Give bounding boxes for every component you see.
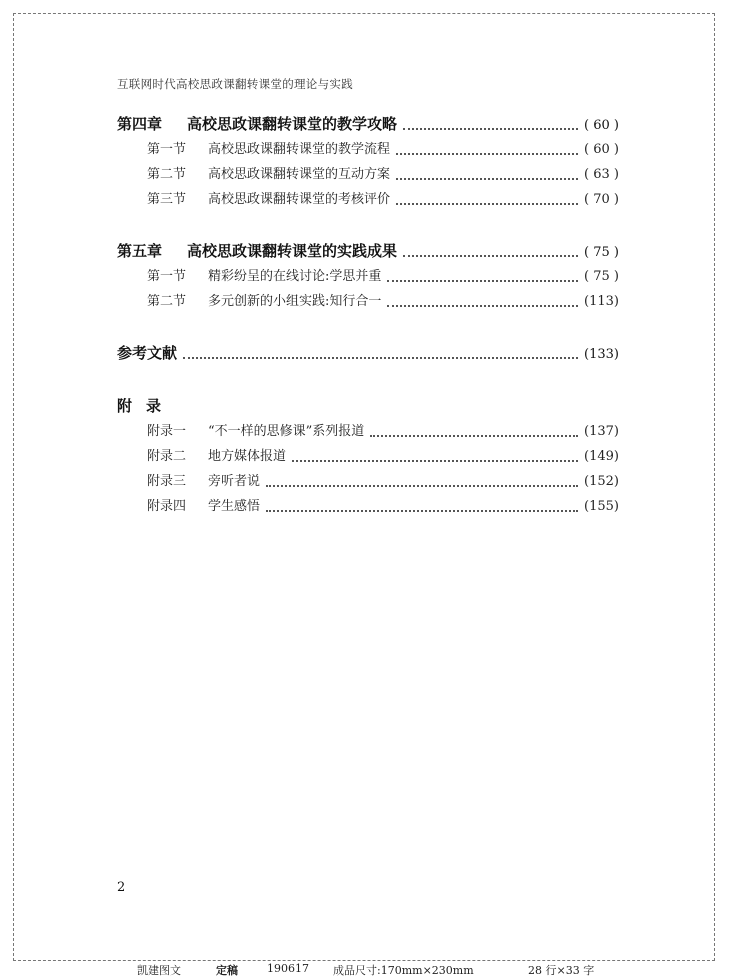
chapter-number: 第四章 <box>117 115 163 133</box>
slug-size: 成品尺寸:170mm×230mm <box>333 964 474 977</box>
dot-leader <box>403 254 578 257</box>
toc-section-5-2[interactable] <box>117 289 619 314</box>
print-slug <box>0 961 730 977</box>
page-number: ( 75 ) <box>584 245 619 260</box>
toc-chapter-5[interactable] <box>117 239 619 264</box>
dot-leader <box>266 484 578 487</box>
page-number: ( 60 ) <box>584 142 619 157</box>
chapter-title: 高校思政课翻转课堂的实践成果 <box>187 242 398 260</box>
dot-leader <box>403 127 578 130</box>
section-title: 多元创新的小组实践:知行合一 <box>208 294 382 309</box>
page-number: (152) <box>584 474 619 489</box>
section-title: 高校思政课翻转课堂的互动方案 <box>208 167 391 182</box>
dot-leader <box>396 177 578 180</box>
page-number: ( 63 ) <box>584 167 619 182</box>
appendix-title: 地方媒体报道 <box>208 449 287 464</box>
slug-publisher: 凯建图文 <box>137 964 181 977</box>
dot-leader <box>266 509 578 512</box>
toc-appendix-2[interactable] <box>117 444 619 469</box>
dot-leader <box>396 202 578 205</box>
page-number: (137) <box>584 424 619 439</box>
toc-section-5-1[interactable] <box>117 264 619 289</box>
folio-page-number: 2 <box>117 880 126 895</box>
appendix-heading: 附录 <box>117 397 176 415</box>
page-number: (133) <box>584 347 619 362</box>
section-number: 第二节 <box>147 167 187 182</box>
section-number: 第一节 <box>147 142 187 157</box>
appendix-number: 附录二 <box>147 449 187 464</box>
table-of-contents <box>117 112 619 519</box>
section-title: 精彩纷呈的在线讨论:学思并重 <box>208 269 382 284</box>
chapter-number: 第五章 <box>117 242 163 260</box>
dot-leader <box>387 304 578 307</box>
section-title: 高校思政课翻转课堂的教学流程 <box>208 142 391 157</box>
running-head: 互联网时代高校思政课翻转课堂的理论与实践 <box>117 77 353 91</box>
slug-status: 定稿 <box>216 964 238 977</box>
dot-leader <box>396 152 578 155</box>
references-title: 参考文献 <box>117 344 178 362</box>
appendix-number: 附录三 <box>147 474 187 489</box>
slug-lines: 28 行×33 字 <box>528 964 595 977</box>
toc-references[interactable] <box>117 341 619 366</box>
appendix-number: 附录四 <box>147 499 187 514</box>
toc-appendix-3[interactable] <box>117 469 619 494</box>
appendix-title: 学生感悟 <box>208 499 261 514</box>
page-number: (149) <box>584 449 619 464</box>
appendix-number: 附录一 <box>147 424 187 439</box>
page-number: ( 60 ) <box>584 118 619 133</box>
chapter-title: 高校思政课翻转课堂的教学攻略 <box>187 115 398 133</box>
dot-leader <box>292 459 578 462</box>
section-number: 第二节 <box>147 294 187 309</box>
toc-section-4-3[interactable] <box>117 187 619 212</box>
dot-leader <box>370 434 578 437</box>
toc-appendix-1[interactable] <box>117 419 619 444</box>
slug-code: 190617 <box>267 962 309 975</box>
section-number: 第一节 <box>147 269 187 284</box>
appendix-title: “不一样的思修课”系列报道 <box>208 424 365 439</box>
toc-chapter-4[interactable] <box>117 112 619 137</box>
dot-leader <box>387 279 578 282</box>
toc-section-4-1[interactable] <box>117 137 619 162</box>
appendix-title: 旁听者说 <box>208 474 261 489</box>
page-number: (113) <box>584 294 619 309</box>
page-number: ( 75 ) <box>584 269 619 284</box>
dot-leader <box>183 356 578 359</box>
section-number: 第三节 <box>147 192 187 207</box>
page-number: ( 70 ) <box>584 192 619 207</box>
toc-appendix-4[interactable] <box>117 494 619 519</box>
section-title: 高校思政课翻转课堂的考核评价 <box>208 192 391 207</box>
toc-section-4-2[interactable] <box>117 162 619 187</box>
page-number: (155) <box>584 499 619 514</box>
